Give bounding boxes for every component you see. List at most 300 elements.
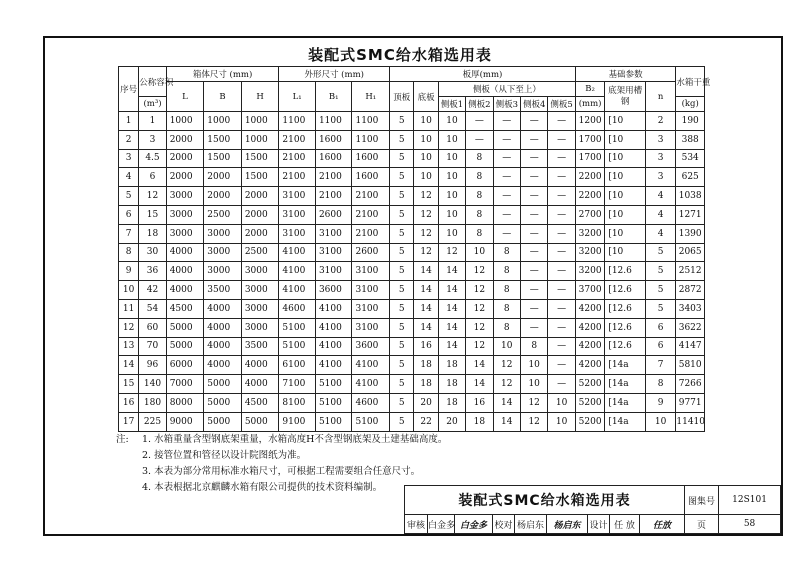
- cell-H1: 3100: [352, 299, 390, 318]
- cell-B2: 2200: [575, 187, 604, 206]
- cell-volume: 54: [139, 299, 166, 318]
- cell-L: 4000: [166, 243, 204, 262]
- cell-B: 3000: [204, 224, 242, 243]
- cell-side5: —: [548, 112, 575, 131]
- header-n: n: [645, 82, 675, 112]
- cell-side1: 14: [438, 281, 465, 300]
- designer-name: 任 放: [610, 515, 640, 534]
- cell-side1: 18: [438, 393, 465, 412]
- table-row: [119, 299, 705, 318]
- cell-side1: 20: [438, 412, 465, 431]
- cell-H1: 3600: [352, 337, 390, 356]
- cell-H: 2000: [241, 205, 279, 224]
- header-seq: 序号: [119, 67, 139, 112]
- cell-top-plate: 5: [390, 299, 414, 318]
- header-B1: B₁: [315, 82, 352, 112]
- cell-B2: 5200: [575, 375, 604, 394]
- cell-B1: 4100: [315, 299, 352, 318]
- cell-side5: —: [548, 205, 575, 224]
- cell-frame-steel: [10: [605, 243, 646, 262]
- cell-side2: 14: [466, 356, 493, 375]
- cell-side1: 14: [438, 337, 465, 356]
- cell-top-plate: 5: [390, 375, 414, 394]
- cell-side4: 12: [520, 393, 547, 412]
- cell-n: 4: [645, 224, 675, 243]
- cell-B: 4000: [204, 299, 242, 318]
- cell-side2: 12: [466, 318, 493, 337]
- cell-L: 2000: [166, 130, 204, 149]
- header-B: B: [204, 82, 242, 112]
- table-row: [119, 356, 705, 375]
- cell-seq: 6: [119, 205, 139, 224]
- cell-B2: 3200: [575, 224, 604, 243]
- cell-volume: 225: [139, 412, 166, 431]
- cell-side4: 12: [520, 412, 547, 431]
- cell-B: 2000: [204, 187, 242, 206]
- cell-seq: 2: [119, 130, 139, 149]
- cell-B2: 1700: [575, 130, 604, 149]
- notes-head: 注:: [116, 434, 129, 445]
- page-number: 58: [719, 515, 781, 534]
- cell-bottom-plate: 18: [414, 375, 438, 394]
- cell-bottom-plate: 14: [414, 299, 438, 318]
- cell-H: 2500: [241, 243, 279, 262]
- cell-seq: 13: [119, 337, 139, 356]
- cell-L1: 8100: [279, 393, 316, 412]
- cell-seq: 9: [119, 262, 139, 281]
- cell-volume: 140: [139, 375, 166, 394]
- cell-dry-weight: 3622: [676, 318, 705, 337]
- cell-side5: —: [548, 356, 575, 375]
- header-L1: L₁: [279, 82, 316, 112]
- cell-bottom-plate: 14: [414, 318, 438, 337]
- cell-frame-steel: [12.6: [605, 299, 646, 318]
- cell-B2: 1700: [575, 149, 604, 168]
- cell-H: 2000: [241, 187, 279, 206]
- cell-volume: 180: [139, 393, 166, 412]
- note-4: 4. 本表根据北京麒麟水箱有限公司提供的技术资料编制。: [142, 482, 383, 493]
- cell-seq: 10: [119, 281, 139, 300]
- cell-side3: —: [493, 205, 520, 224]
- cell-side2: 12: [466, 281, 493, 300]
- cell-L1: 1100: [279, 112, 316, 131]
- cell-side2: 10: [466, 243, 493, 262]
- cell-frame-steel: [14a: [605, 375, 646, 394]
- table-row: [119, 130, 705, 149]
- cell-B2: 3200: [575, 262, 604, 281]
- cell-side2: 8: [466, 149, 493, 168]
- table-row: [119, 205, 705, 224]
- header-L: L: [166, 82, 204, 112]
- cell-H: 4000: [241, 375, 279, 394]
- cell-top-plate: 5: [390, 130, 414, 149]
- cell-B2: 4200: [575, 318, 604, 337]
- cell-top-plate: 5: [390, 393, 414, 412]
- proofer-signature: 杨启东: [547, 515, 588, 534]
- cell-L: 2000: [166, 168, 204, 187]
- cell-top-plate: 5: [390, 243, 414, 262]
- cell-H1: 1600: [352, 149, 390, 168]
- cell-bottom-plate: 12: [414, 224, 438, 243]
- cell-side1: 14: [438, 262, 465, 281]
- cell-frame-steel: [12.6: [605, 281, 646, 300]
- table-row: [119, 318, 705, 337]
- atlas-label: 图集号: [685, 486, 719, 515]
- proof-label: 校对: [493, 515, 515, 534]
- cell-dry-weight: 2512: [676, 262, 705, 281]
- cell-volume: 96: [139, 356, 166, 375]
- cell-side4: —: [520, 130, 547, 149]
- cell-bottom-plate: 16: [414, 337, 438, 356]
- header-nominal-unit: (m³): [139, 97, 166, 112]
- cell-L: 4500: [166, 299, 204, 318]
- cell-B1: 2100: [315, 187, 352, 206]
- cell-n: 2: [645, 112, 675, 131]
- cell-side2: 12: [466, 262, 493, 281]
- table-row: [119, 112, 705, 131]
- cell-H: 4500: [241, 393, 279, 412]
- cell-seq: 3: [119, 149, 139, 168]
- cell-dry-weight: 534: [676, 149, 705, 168]
- cell-H1: 2100: [352, 187, 390, 206]
- table-row: [119, 243, 705, 262]
- cell-L: 1000: [166, 112, 204, 131]
- cell-seq: 11: [119, 299, 139, 318]
- table-row: [119, 337, 705, 356]
- cell-B: 4000: [204, 356, 242, 375]
- cell-volume: 12: [139, 187, 166, 206]
- header-dry-weight-unit: (kg): [676, 97, 705, 112]
- cell-B2: 2700: [575, 205, 604, 224]
- header-side5: 侧板5: [548, 97, 575, 112]
- cell-L1: 6100: [279, 356, 316, 375]
- cell-B: 1500: [204, 149, 242, 168]
- header-side-plates: 侧板（从下至上）: [438, 82, 575, 97]
- cell-side1: 14: [438, 318, 465, 337]
- cell-side3: —: [493, 168, 520, 187]
- cell-frame-steel: [12.6: [605, 262, 646, 281]
- cell-side5: 10: [548, 412, 575, 431]
- cell-side5: —: [548, 262, 575, 281]
- cell-side2: 8: [466, 224, 493, 243]
- table-row: [119, 393, 705, 412]
- cell-B2: 4200: [575, 337, 604, 356]
- cell-H1: 4100: [352, 356, 390, 375]
- cell-dry-weight: 388: [676, 130, 705, 149]
- cell-side4: —: [520, 224, 547, 243]
- cell-volume: 30: [139, 243, 166, 262]
- cell-frame-steel: [10: [605, 130, 646, 149]
- cell-side2: 14: [466, 375, 493, 394]
- cell-side3: —: [493, 130, 520, 149]
- cell-side5: —: [548, 187, 575, 206]
- cell-L: 8000: [166, 393, 204, 412]
- cell-side5: —: [548, 299, 575, 318]
- cell-B: 2000: [204, 168, 242, 187]
- cell-B1: 5100: [315, 412, 352, 431]
- review-label: 审核: [405, 515, 428, 534]
- cell-L1: 5100: [279, 318, 316, 337]
- cell-top-plate: 5: [390, 205, 414, 224]
- cell-B1: 1100: [315, 112, 352, 131]
- cell-bottom-plate: 12: [414, 187, 438, 206]
- cell-H: 5000: [241, 412, 279, 431]
- cell-B1: 3600: [315, 281, 352, 300]
- cell-L1: 3100: [279, 224, 316, 243]
- cell-B1: 1600: [315, 149, 352, 168]
- cell-side5: —: [548, 224, 575, 243]
- cell-B1: 2600: [315, 205, 352, 224]
- cell-side5: —: [548, 281, 575, 300]
- cell-frame-steel: [10: [605, 187, 646, 206]
- cell-n: 10: [645, 412, 675, 431]
- cell-n: 4: [645, 205, 675, 224]
- cell-side3: 14: [493, 412, 520, 431]
- table-row: [119, 281, 705, 300]
- header-B2: B₂: [575, 82, 604, 97]
- cell-dry-weight: 9771: [676, 393, 705, 412]
- cell-side4: —: [520, 112, 547, 131]
- cell-n: 5: [645, 299, 675, 318]
- cell-volume: 70: [139, 337, 166, 356]
- cell-bottom-plate: 22: [414, 412, 438, 431]
- cell-side1: 10: [438, 205, 465, 224]
- cell-L1: 2100: [279, 149, 316, 168]
- cell-dry-weight: 5810: [676, 356, 705, 375]
- cell-B2: 3200: [575, 243, 604, 262]
- cell-B: 1000: [204, 112, 242, 131]
- cell-side2: 8: [466, 187, 493, 206]
- cell-seq: 5: [119, 187, 139, 206]
- cell-L: 4000: [166, 281, 204, 300]
- cell-B1: 4100: [315, 318, 352, 337]
- table-row: [119, 168, 705, 187]
- cell-seq: 4: [119, 168, 139, 187]
- cell-L: 2000: [166, 149, 204, 168]
- cell-side5: —: [548, 168, 575, 187]
- cell-B1: 5100: [315, 393, 352, 412]
- cell-frame-steel: [14a: [605, 412, 646, 431]
- header-bottom-plate: 底板: [414, 82, 438, 112]
- cell-H1: 3100: [352, 281, 390, 300]
- cell-top-plate: 5: [390, 112, 414, 131]
- cell-side4: —: [520, 187, 547, 206]
- cell-L1: 4100: [279, 281, 316, 300]
- cell-B2: 4200: [575, 356, 604, 375]
- cell-B2: 1200: [575, 112, 604, 131]
- cell-B1: 3100: [315, 224, 352, 243]
- cell-seq: 8: [119, 243, 139, 262]
- header-side1: 侧板1: [438, 97, 465, 112]
- cell-volume: 6: [139, 168, 166, 187]
- cell-side3: 8: [493, 281, 520, 300]
- cell-n: 3: [645, 149, 675, 168]
- cell-B1: 4100: [315, 356, 352, 375]
- cell-side3: 14: [493, 393, 520, 412]
- cell-dry-weight: 7266: [676, 375, 705, 394]
- cell-L1: 4100: [279, 262, 316, 281]
- header-H1: H₁: [352, 82, 390, 112]
- cell-B: 3000: [204, 262, 242, 281]
- cell-B: 3000: [204, 243, 242, 262]
- table-body: [119, 112, 705, 432]
- cell-dry-weight: 190: [676, 112, 705, 131]
- header-body-size: 箱体尺寸 (mm): [166, 67, 279, 82]
- cell-top-plate: 5: [390, 318, 414, 337]
- cell-side4: —: [520, 243, 547, 262]
- cell-side3: —: [493, 112, 520, 131]
- cell-n: 3: [645, 168, 675, 187]
- cell-n: 8: [645, 375, 675, 394]
- cell-side1: 10: [438, 130, 465, 149]
- cell-side2: 8: [466, 205, 493, 224]
- cell-H: 1000: [241, 112, 279, 131]
- cell-B2: 5200: [575, 393, 604, 412]
- selection-table: [118, 66, 711, 432]
- cell-side5: —: [548, 318, 575, 337]
- cell-n: 7: [645, 356, 675, 375]
- cell-bottom-plate: 10: [414, 112, 438, 131]
- cell-dry-weight: 1271: [676, 205, 705, 224]
- cell-H1: 5100: [352, 412, 390, 431]
- cell-side1: 18: [438, 356, 465, 375]
- table-row: [119, 187, 705, 206]
- cell-n: 6: [645, 337, 675, 356]
- cell-H1: 3100: [352, 262, 390, 281]
- cell-B2: 3700: [575, 281, 604, 300]
- cell-frame-steel: [10: [605, 224, 646, 243]
- cell-H: 1500: [241, 149, 279, 168]
- header-nominal-volume: 公称容积: [139, 67, 166, 97]
- cell-frame-steel: [10: [605, 205, 646, 224]
- cell-dry-weight: 4147: [676, 337, 705, 356]
- cell-bottom-plate: 14: [414, 281, 438, 300]
- cell-L: 9000: [166, 412, 204, 431]
- cell-side5: —: [548, 243, 575, 262]
- cell-side1: 14: [438, 299, 465, 318]
- cell-L: 4000: [166, 262, 204, 281]
- cell-H: 3000: [241, 262, 279, 281]
- cell-frame-steel: [14a: [605, 393, 646, 412]
- cell-n: 5: [645, 281, 675, 300]
- cell-dry-weight: 2065: [676, 243, 705, 262]
- cell-side2: 12: [466, 299, 493, 318]
- cell-B1: 2100: [315, 168, 352, 187]
- cell-n: 6: [645, 318, 675, 337]
- cell-L: 6000: [166, 356, 204, 375]
- reviewer-signature: 白金多: [455, 515, 493, 534]
- cell-side1: 10: [438, 112, 465, 131]
- cell-side5: —: [548, 337, 575, 356]
- cell-side1: 10: [438, 224, 465, 243]
- cell-L: 3000: [166, 205, 204, 224]
- cell-top-plate: 5: [390, 149, 414, 168]
- cell-H1: 2600: [352, 243, 390, 262]
- cell-side2: —: [466, 130, 493, 149]
- header-dry-weight: 水箱干重: [676, 67, 705, 97]
- note-2: 2. 接管位置和管径以设计院图纸为准。: [142, 450, 307, 461]
- cell-seq: 7: [119, 224, 139, 243]
- title-block-name: 装配式SMC给水箱选用表: [405, 486, 685, 515]
- cell-side3: —: [493, 187, 520, 206]
- cell-side5: —: [548, 375, 575, 394]
- cell-side1: 10: [438, 149, 465, 168]
- design-label: 设计: [588, 515, 610, 534]
- header-base-params: 基础参数: [575, 67, 676, 82]
- cell-H: 1500: [241, 168, 279, 187]
- cell-side1: 18: [438, 375, 465, 394]
- cell-top-plate: 5: [390, 412, 414, 431]
- cell-B: 3500: [204, 281, 242, 300]
- cell-L1: 5100: [279, 337, 316, 356]
- cell-volume: 36: [139, 262, 166, 281]
- cell-side3: 10: [493, 337, 520, 356]
- cell-bottom-plate: 20: [414, 393, 438, 412]
- cell-H: 3000: [241, 281, 279, 300]
- cell-side1: 12: [438, 243, 465, 262]
- table-row: [119, 412, 705, 431]
- cell-side1: 10: [438, 187, 465, 206]
- cell-B: 4000: [204, 318, 242, 337]
- cell-L: 3000: [166, 187, 204, 206]
- cell-seq: 17: [119, 412, 139, 431]
- cell-L: 5000: [166, 318, 204, 337]
- cell-L: 7000: [166, 375, 204, 394]
- cell-H1: 1100: [352, 130, 390, 149]
- cell-dry-weight: 1390: [676, 224, 705, 243]
- header-side3: 侧板3: [493, 97, 520, 112]
- cell-B1: 1600: [315, 130, 352, 149]
- cell-H1: 4600: [352, 393, 390, 412]
- cell-frame-steel: [12.6: [605, 337, 646, 356]
- cell-frame-steel: [10: [605, 168, 646, 187]
- cell-side2: 8: [466, 168, 493, 187]
- cell-top-plate: 5: [390, 337, 414, 356]
- header-plate-thickness: 板厚(mm): [390, 67, 576, 82]
- table-row: [119, 149, 705, 168]
- cell-H1: 1600: [352, 168, 390, 187]
- cell-B2: 4200: [575, 299, 604, 318]
- cell-n: 5: [645, 243, 675, 262]
- cell-seq: 14: [119, 356, 139, 375]
- cell-H: 3000: [241, 299, 279, 318]
- cell-bottom-plate: 18: [414, 356, 438, 375]
- cell-side4: —: [520, 149, 547, 168]
- cell-volume: 18: [139, 224, 166, 243]
- designer-signature: 任放: [640, 515, 685, 534]
- table-row: [119, 262, 705, 281]
- cell-B1: 3100: [315, 262, 352, 281]
- cell-side2: —: [466, 112, 493, 131]
- cell-bottom-plate: 12: [414, 205, 438, 224]
- cell-seq: 12: [119, 318, 139, 337]
- cell-B: 1500: [204, 130, 242, 149]
- title-block: [404, 485, 781, 534]
- cell-L1: 4600: [279, 299, 316, 318]
- notes: [116, 432, 447, 496]
- header-H: H: [241, 82, 279, 112]
- cell-H: 3000: [241, 318, 279, 337]
- cell-side4: —: [520, 281, 547, 300]
- cell-volume: 42: [139, 281, 166, 300]
- cell-top-plate: 5: [390, 168, 414, 187]
- cell-H: 3500: [241, 337, 279, 356]
- cell-H1: 2100: [352, 224, 390, 243]
- cell-side4: 8: [520, 337, 547, 356]
- note-3: 3. 本表为部分常用标准水箱尺寸，可根据工程需要组合任意尺寸。: [142, 466, 421, 477]
- header-outer-size: 外形尺寸 (mm): [279, 67, 390, 82]
- cell-n: 4: [645, 187, 675, 206]
